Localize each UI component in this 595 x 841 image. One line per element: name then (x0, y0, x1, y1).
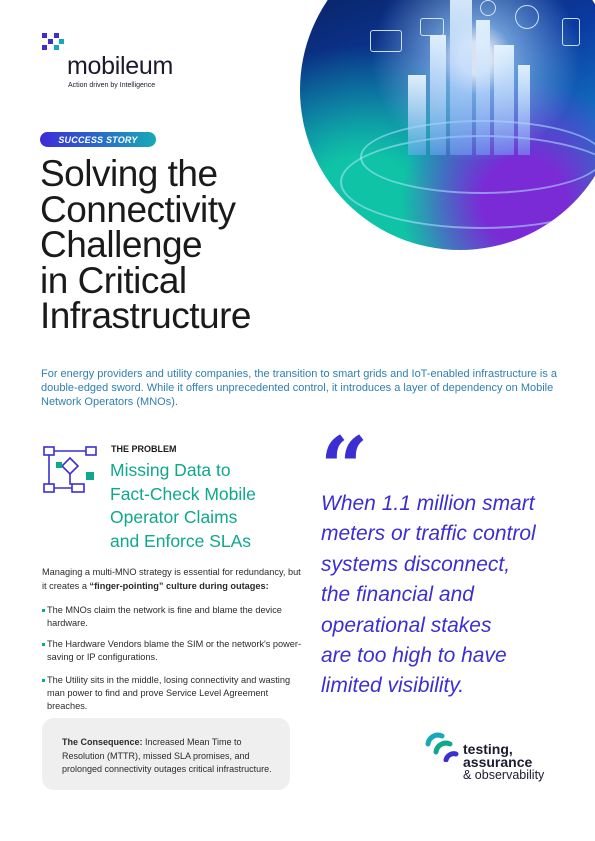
building (494, 45, 514, 155)
success-story-badge: SUCCESS STORY (40, 132, 156, 147)
list-item (42, 638, 304, 664)
title-line: Challenge (40, 224, 203, 265)
quote-line: When 1.1 million smart (321, 492, 535, 515)
tao-logo-icon (424, 732, 460, 762)
problem-title (110, 459, 310, 553)
building (476, 20, 490, 155)
wifi-icon (480, 0, 496, 16)
laptop-icon (420, 18, 444, 36)
mobileum-logo-icon (42, 33, 64, 51)
quote-line: the financial and (321, 583, 474, 607)
bullet-marker (42, 643, 45, 646)
problem-title-line: and Enforce SLAs (110, 530, 252, 551)
hero-image (300, 0, 595, 250)
problem-label: THE PROBLEM (111, 444, 177, 454)
consequence-body: Increased Mean Time to Resolution (MTTR), missed SLA promises, and prolonged connectivity outages critical infrastructure. (62, 737, 272, 775)
problem-title-line: Fact-Check Mobile (110, 483, 256, 504)
pull-quote (321, 489, 566, 702)
quote-line: operational stakes (321, 613, 492, 637)
quote-line: are too high to have (321, 644, 507, 668)
list-item (42, 674, 304, 713)
title-line: Connectivity (40, 188, 236, 230)
quote-line: systems disconnect, (321, 552, 511, 576)
list-item (42, 604, 304, 630)
list-item-text: The Hardware Vendors blame the SIM or the network's power-saving or IP configurations. (47, 639, 302, 662)
title-line: Solving the (40, 153, 218, 194)
bullet-marker (42, 679, 45, 682)
problem-title-line: Missing Data to (110, 460, 231, 480)
title-line: in Critical (40, 259, 187, 301)
problem-body-emphasis: “finger-pointing” culture during outages: (89, 580, 269, 591)
consequence-label: The Consequence: (62, 737, 143, 747)
brand-tagline: Action driven by Intelligence (68, 82, 156, 89)
brand-wordmark: mobileum (67, 52, 173, 80)
problem-title-line: Operator Claims (110, 507, 238, 527)
list-item-text: The MNOs claim the network is fine and blame the device hardware. (47, 605, 282, 628)
quote-line: limited visibility. (321, 674, 465, 698)
consequence-text (62, 736, 282, 777)
building (430, 35, 446, 155)
building (408, 75, 426, 155)
tao-wordmark (463, 743, 544, 782)
page-title (40, 153, 340, 336)
tao-line-1: testing, (463, 741, 513, 757)
tao-line-3: & observability (463, 768, 545, 782)
problem-body-text: Managing a multi-MNO strategy is essential for redundancy, but it creates a (42, 567, 301, 591)
phone-icon (562, 18, 580, 46)
list-item-text: The Utility sits in the middle, losing connectivity and wasting man power to find and prove Service Level Agreement breaches. (47, 675, 291, 711)
building (518, 65, 530, 155)
bullet-marker (42, 609, 45, 612)
gear-icon (515, 5, 539, 29)
problem-body (42, 566, 302, 593)
quote-line: meters or traffic control (321, 522, 536, 546)
workflow-icon (42, 444, 98, 496)
title-line: Infrastructure (40, 295, 251, 336)
quote-mark-icon: “ (320, 418, 369, 517)
monitor-icon (370, 30, 402, 52)
intro-paragraph: For energy providers and utility companies, the transition to smart grids and IoT-enabled infrastructure is a double-edged sword. While it offers unprecedented control, it introduces a layer of dependency on Mobile Network Operators (MNOs). (41, 368, 558, 408)
tao-line-2: assurance (463, 754, 533, 770)
building (450, 0, 472, 155)
